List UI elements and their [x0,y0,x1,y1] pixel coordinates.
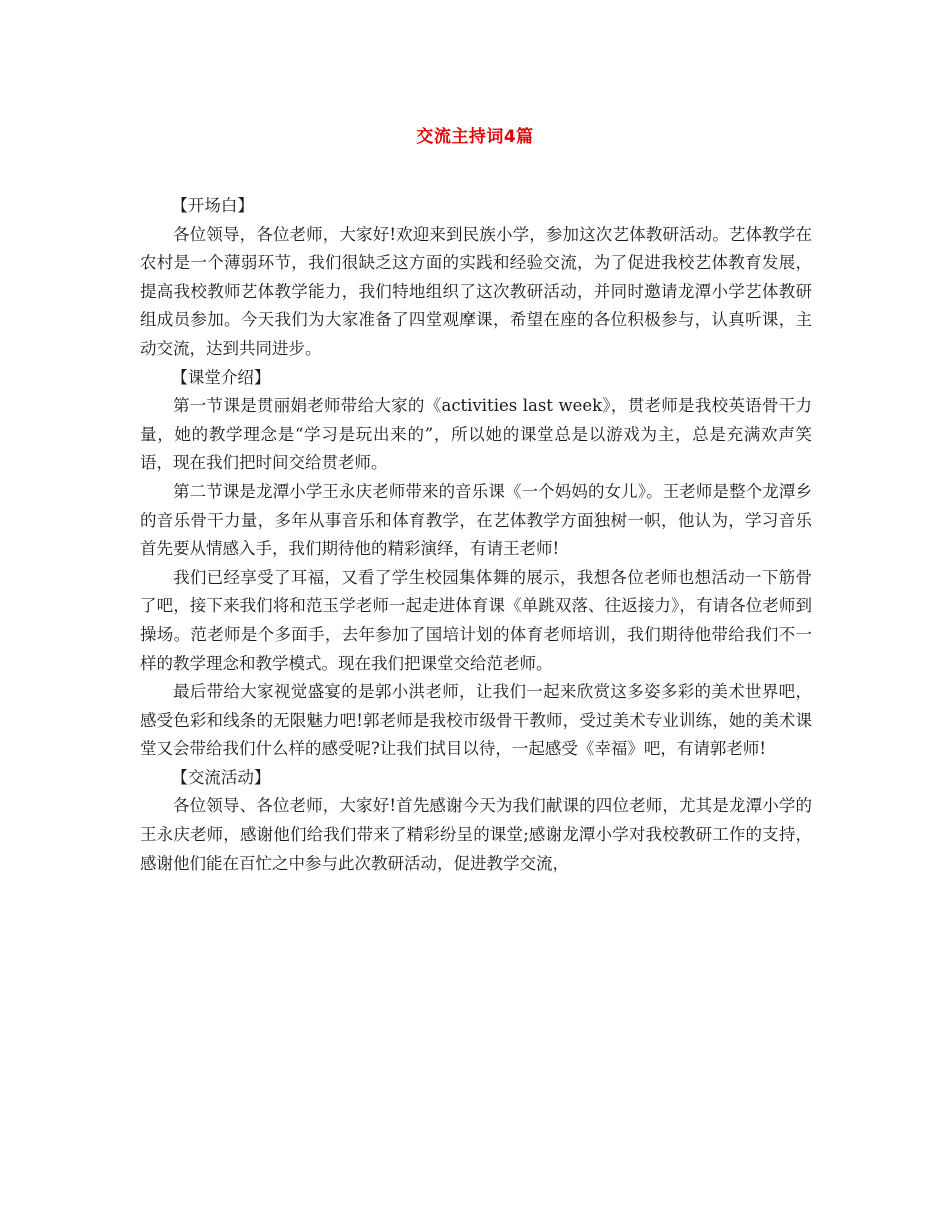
paragraph: 最后带给大家视觉盛宴的是郭小洪老师，让我们一起来欣赏这多姿多彩的美术世界吧，感受色彩和线条的无限魅力吧!郭老师是我校市级骨干教师，受过美术专业训练，她的美术课堂又会带给我们什么样的感受呢?让我们拭目以待，一起感受《幸福》吧，有请郭老师! [140,682,812,759]
section-heading-exchange: 【交流活动】 [171,767,271,787]
paragraph: 我们已经享受了耳福，又看了学生校园集体舞的展示，我想各位老师也想活动一下筋骨了吧，接下来我们将和范玉学老师一起走进体育课《单跳双落、往返接力》，有请各位老师到操场。范老师是个多面手，去年参加了国培计划的体育老师培训，我们期待他带给我们不一样的教学理念和教学模式。现在我们把课堂交给范老师。 [140,567,812,673]
section-heading-class-intro: 【课堂介绍】 [171,367,271,387]
paragraph: 各位领导、各位老师，大家好!首先感谢今天为我们献课的四位老师，尤其是龙潭小学的王永庆老师，感谢他们给我们带来了精彩纷呈的课堂;感谢龙潭小学对我校教研工作的支持，感谢他们能在百忙之中参与此次教研活动，促进教学交流， [140,796,812,873]
document-body [140,192,812,878]
paragraph: 第一节课是贯丽娟老师带给大家的《activities last week》，贯老师是我校英语骨干力量，她的教学理念是“学习是玩出来的”，所以她的课堂总是以游戏为主，总是充满欢声笑语，现在我们把时间交给贯老师。 [140,396,812,473]
section-heading-opening: 【开场白】 [171,196,254,215]
paragraph: 第二节课是龙潭小学王永庆老师带来的音乐课《一个妈妈的女儿》。王老师是整个龙潭乡的音乐骨干力量，多年从事音乐和体育教学，在艺体教学方面独树一帜，他认为，学习音乐首先要从情感入手，我们期待他的精彩演绎，有请王老师! [140,481,812,559]
document-title: 交流主持词4篇 [416,127,534,147]
paragraph: 各位领导，各位老师，大家好!欢迎来到民族小学，参加这次艺体教研活动。艺体教学在农村是一个薄弱环节，我们很缺乏这方面的实践和经验交流，为了促进我校艺体教育发展，提高我校教师艺体教学能力，我们特地组织了这次教研活动，并同时邀请龙潭小学艺体教研组成员参加。今天我们为大家准备了四堂观摩课，希望在座的各位积极参与，认真听课，主动交流，达到共同进步。 [140,224,812,358]
